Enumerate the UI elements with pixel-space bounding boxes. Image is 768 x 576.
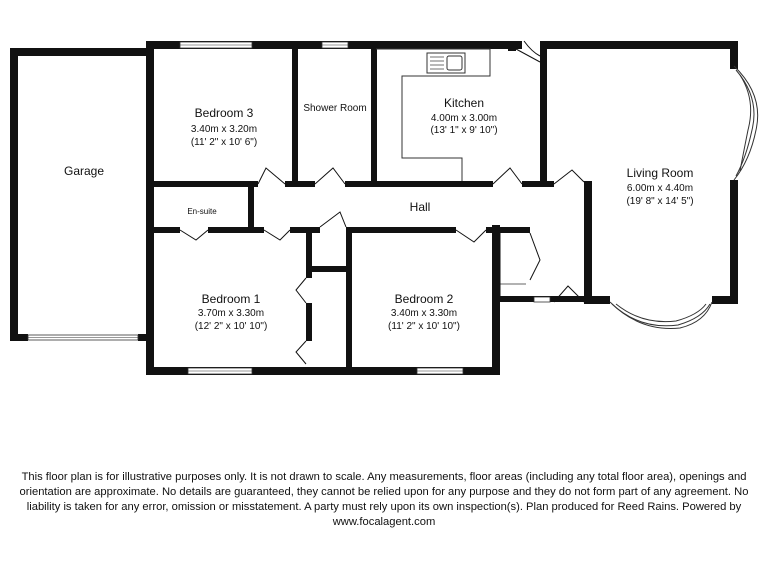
main-left-wall [146, 41, 154, 375]
kitchen-label: Kitchen [443, 96, 485, 110]
shower-room-label: Shower Room [303, 103, 367, 114]
hall-label: Hall [409, 200, 431, 214]
garage-wall-left [10, 48, 18, 340]
bedroom2-metric: 3.40m x 3.30m [390, 308, 458, 319]
kitchen-metric: 4.00m x 3.00m [430, 113, 498, 124]
walls [10, 41, 738, 375]
hall-lower-wall-d [346, 227, 456, 233]
bedroom3-imperial: (11' 2" x 10' 6") [190, 137, 258, 148]
bedroom1-imperial: (12' 2" x 10' 10") [194, 321, 268, 332]
living-room-metric: 6.00m x 4.40m [626, 183, 694, 194]
bedroom1-metric: 3.70m x 3.30m [197, 308, 265, 319]
porch-inner-door [530, 233, 540, 280]
bedroom2-door [456, 230, 486, 242]
cupboard-left-wall [306, 227, 312, 272]
porch-window [534, 297, 550, 302]
bedroom3-door [258, 168, 285, 184]
garage-wall-top [10, 48, 150, 56]
ensuite-right-wall [248, 181, 254, 231]
kitchen-right-wall [540, 41, 547, 186]
living-right-wall [730, 180, 738, 304]
hall-upper-wall-a [146, 181, 258, 187]
wardrobe-door-a [296, 278, 306, 303]
garage-label: Garage [63, 164, 105, 178]
shower-right-wall [371, 41, 377, 186]
hall-upper-wall-b [285, 181, 315, 187]
bottom-bay [610, 302, 712, 328]
wardrobe-door-b [296, 341, 306, 364]
kitchen-top-right [508, 41, 516, 51]
hall-lower-wall-c [290, 227, 320, 233]
bedroom1-right-wall-mid [306, 303, 312, 341]
hall-upper-wall-c [345, 181, 493, 187]
bedroom3-right-wall [292, 41, 298, 186]
windows [28, 42, 550, 374]
cupboard-door [320, 212, 346, 227]
living-bottom-left [584, 296, 610, 304]
disclaimer-text: This floor plan is for illustrative purposes only. It is not drawn to scale. Any measurements, floor areas (including any total floor area), openings and orientation are approximate. No details are guaranteed, they cannot be relied upon for any purpose and they do not form part of any agreement. No liability is taken for any error, omission or misstatement. A party must rely upon its own inspection(s). Plan produced for Reed Rains. Powered by www.focalagent.com [19, 471, 749, 528]
bedroom3-metric: 3.40m x 3.20m [190, 124, 258, 135]
ensuite-door [180, 230, 208, 240]
hall-lower-wall-e [486, 227, 530, 233]
living-room-imperial: (19' 8" x 14' 5") [626, 196, 694, 207]
kitchen-door [493, 168, 522, 184]
garage-wall-bottom-left [10, 334, 28, 341]
ensuite-label: En-suite [187, 207, 217, 216]
kitchen-back-door [516, 49, 540, 62]
bedroom2-imperial: (11' 2" x 10' 10") [388, 321, 460, 332]
bedroom1-label: Bedroom 1 [201, 292, 261, 306]
shower-door [315, 168, 345, 184]
living-room-label: Living Room [626, 166, 694, 180]
cupboard-bottom-wall [306, 266, 352, 272]
bedroom3-label: Bedroom 3 [194, 106, 254, 120]
bedroom1-door [264, 230, 290, 240]
cupboard-right-wall [346, 227, 352, 372]
hall-lower-wall-a [146, 227, 180, 233]
hall-lower-wall-b [208, 227, 264, 233]
living-left-wall-a [584, 181, 592, 302]
living-top-wall [540, 41, 738, 49]
kitchen-imperial: (13' 1" x 9' 10") [430, 125, 498, 136]
bedroom1-right-wall-upper [306, 266, 312, 278]
living-door [554, 170, 584, 184]
living-right-wall-top [730, 41, 738, 69]
bedroom2-label: Bedroom 2 [394, 292, 454, 306]
hall-upper-wall-d [522, 181, 554, 187]
